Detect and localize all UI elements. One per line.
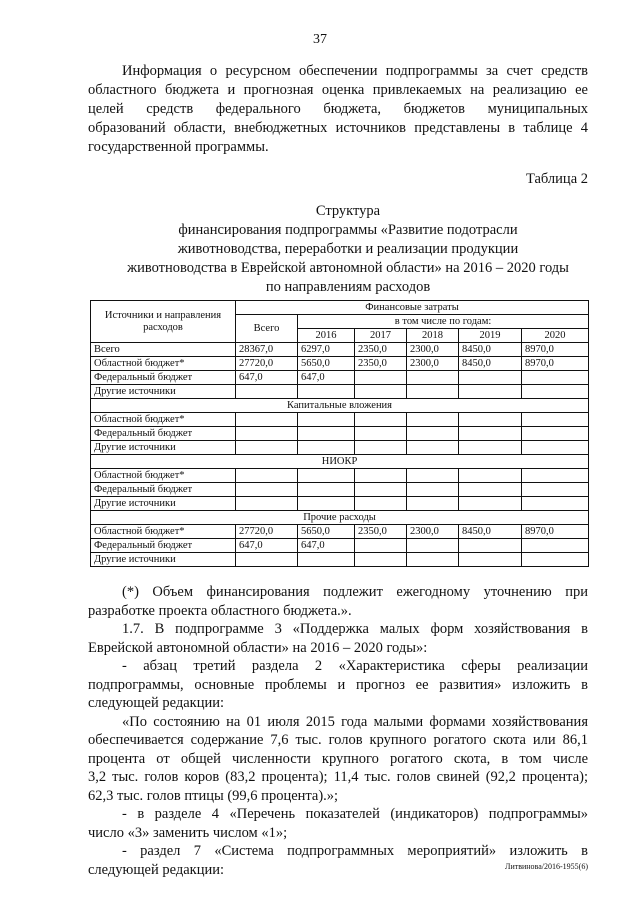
row-year-value bbox=[459, 497, 522, 511]
intro-line: государственной программы. bbox=[88, 139, 269, 155]
row-year-value: 8970,0 bbox=[522, 343, 589, 357]
header-year: 2016 bbox=[298, 329, 355, 343]
table-row bbox=[91, 441, 589, 455]
row-year-value bbox=[298, 483, 355, 497]
row-label: Областной бюджет* bbox=[91, 525, 236, 539]
header-year: 2017 bbox=[355, 329, 407, 343]
row-year-value: 8970,0 bbox=[522, 357, 589, 371]
section-row bbox=[91, 455, 589, 469]
body-line: (*) Объем финансирования подлежит ежегодному уточнению при bbox=[122, 584, 588, 600]
row-year-value bbox=[355, 413, 407, 427]
row-year-value: 5650,0 bbox=[298, 357, 355, 371]
row-year-value bbox=[355, 371, 407, 385]
row-year-value bbox=[355, 385, 407, 399]
row-year-value: 647,0 bbox=[298, 371, 355, 385]
row-total bbox=[236, 497, 298, 511]
row-year-value bbox=[522, 539, 589, 553]
row-year-value bbox=[459, 553, 522, 567]
row-year-value bbox=[407, 413, 459, 427]
intro-line: областного бюджета и прогнозная оценка привлекаемых на реализацию ее bbox=[88, 82, 588, 98]
body-line: 1.7. В подпрограмме 3 «Поддержка малых форм хозяйствования в bbox=[122, 621, 588, 637]
table-row bbox=[91, 427, 589, 441]
section-title: Капитальные вложения bbox=[91, 399, 589, 413]
row-total bbox=[236, 469, 298, 483]
table-row bbox=[91, 371, 589, 385]
table-row bbox=[91, 343, 589, 357]
body-line: - абзац третий раздела 2 «Характеристика сферы реализации bbox=[122, 658, 588, 674]
body-line: следующей редакции: bbox=[88, 861, 225, 878]
title-line: Структура bbox=[315, 203, 381, 219]
row-year-value bbox=[407, 497, 459, 511]
title-line: животноводства, переработки и реализации продукции bbox=[177, 241, 519, 257]
row-year-value bbox=[355, 469, 407, 483]
intro-paragraph bbox=[88, 62, 588, 157]
row-label: Другие источники bbox=[91, 497, 236, 511]
row-year-value bbox=[355, 427, 407, 441]
row-label: Федеральный бюджет bbox=[91, 371, 236, 385]
body-line: 3,2 тыс. голов коров (83,2 процента); 11,4 тыс. голов свиней (92,2 процента); bbox=[88, 769, 588, 785]
row-label: Федеральный бюджет bbox=[91, 539, 236, 553]
row-year-value bbox=[407, 371, 459, 385]
row-year-value bbox=[522, 441, 589, 455]
body-line: обеспечивается содержание 7,6 тыс. голов крупного рогатого скота или 86,1 bbox=[88, 732, 588, 748]
row-year-value bbox=[298, 427, 355, 441]
body-line: процента от общей численности крупного рогатого скота, в том числе bbox=[88, 750, 588, 767]
header-year: 2018 bbox=[407, 329, 459, 343]
row-year-value: 2350,0 bbox=[355, 525, 407, 539]
intro-line: образований области, внебюджетных источников представлены в таблице 4 bbox=[88, 120, 588, 136]
row-year-value: 8450,0 bbox=[459, 525, 522, 539]
header-costs: Финансовые затраты bbox=[236, 301, 589, 315]
row-total bbox=[236, 483, 298, 497]
title-line: по направлениям расходов bbox=[265, 279, 431, 295]
intro-line: целей средств федерального бюджета, бюджетов муниципальных bbox=[88, 101, 588, 117]
row-year-value: 8450,0 bbox=[459, 357, 522, 371]
row-year-value: 2300,0 bbox=[407, 525, 459, 539]
row-year-value: 2300,0 bbox=[407, 343, 459, 357]
row-total bbox=[236, 427, 298, 441]
row-year-value bbox=[355, 553, 407, 567]
row-year-value bbox=[355, 483, 407, 497]
table-row bbox=[91, 357, 589, 371]
row-year-value bbox=[459, 441, 522, 455]
table-row bbox=[91, 497, 589, 511]
row-label: Федеральный бюджет bbox=[91, 427, 236, 441]
table-title bbox=[88, 202, 608, 297]
row-year-value: 6297,0 bbox=[298, 343, 355, 357]
row-year-value bbox=[459, 427, 522, 441]
row-label: Другие источники bbox=[91, 441, 236, 455]
row-total: 28367,0 bbox=[236, 343, 298, 357]
row-label: Областной бюджет* bbox=[91, 413, 236, 427]
row-year-value: 647,0 bbox=[298, 539, 355, 553]
table-row bbox=[91, 525, 589, 539]
body-line: подпрограммы, основные проблемы и прогноз ее развития» изложить в bbox=[88, 676, 588, 693]
table-row bbox=[91, 385, 589, 399]
header-year: 2019 bbox=[459, 329, 522, 343]
row-year-value bbox=[522, 483, 589, 497]
row-year-value bbox=[298, 413, 355, 427]
row-year-value bbox=[298, 553, 355, 567]
section-title: Прочие расходы bbox=[91, 511, 589, 525]
row-total bbox=[236, 553, 298, 567]
row-year-value: 5650,0 bbox=[298, 525, 355, 539]
row-total bbox=[236, 385, 298, 399]
row-year-value bbox=[298, 385, 355, 399]
row-label: Областной бюджет* bbox=[91, 469, 236, 483]
row-year-value bbox=[407, 539, 459, 553]
row-year-value bbox=[522, 371, 589, 385]
row-label: Всего bbox=[91, 343, 236, 357]
row-year-value bbox=[522, 553, 589, 567]
row-year-value bbox=[522, 385, 589, 399]
header-by-year: в том числе по годам: bbox=[298, 315, 589, 329]
title-line: животноводства в Еврейской автономной области» на 2016 – 2020 годы bbox=[127, 260, 569, 276]
body-line: следующей редакции: bbox=[88, 695, 225, 711]
row-year-value bbox=[522, 469, 589, 483]
row-total: 27720,0 bbox=[236, 357, 298, 371]
intro-line: Информация о ресурсном обеспечении подпрограммы за счет средств bbox=[122, 63, 588, 79]
row-year-value bbox=[407, 469, 459, 483]
row-year-value bbox=[407, 553, 459, 567]
row-year-value bbox=[355, 441, 407, 455]
body-text bbox=[88, 583, 588, 879]
row-label: Федеральный бюджет bbox=[91, 483, 236, 497]
row-label: Областной бюджет* bbox=[91, 357, 236, 371]
row-year-value bbox=[298, 469, 355, 483]
row-year-value bbox=[407, 427, 459, 441]
row-year-value bbox=[459, 483, 522, 497]
row-year-value bbox=[459, 385, 522, 399]
row-label: Другие источники bbox=[91, 553, 236, 567]
row-year-value: 2350,0 bbox=[355, 357, 407, 371]
row-year-value bbox=[522, 427, 589, 441]
table-row bbox=[91, 413, 589, 427]
row-year-value: 2350,0 bbox=[355, 343, 407, 357]
table-row bbox=[91, 469, 589, 483]
row-year-value bbox=[522, 413, 589, 427]
row-total: 27720,0 bbox=[236, 525, 298, 539]
body-line: - раздел 7 «Система подпрограммных мероприятий» изложить в bbox=[122, 843, 588, 859]
header-total: Всего bbox=[236, 315, 298, 343]
row-label: Другие источники bbox=[91, 385, 236, 399]
row-year-value bbox=[459, 371, 522, 385]
page-number: 37 bbox=[313, 32, 327, 47]
row-year-value bbox=[522, 497, 589, 511]
row-total bbox=[236, 413, 298, 427]
body-line: разработке проекта областного бюджета.». bbox=[88, 602, 352, 619]
row-year-value bbox=[459, 413, 522, 427]
body-line: 62,3 тыс. голов птицы (99,6 процента).»; bbox=[88, 787, 339, 804]
row-total: 647,0 bbox=[236, 371, 298, 385]
header-year: 2020 bbox=[522, 329, 589, 343]
table-row bbox=[91, 539, 589, 553]
row-year-value bbox=[298, 441, 355, 455]
body-line: «По состоянию на 01 июля 2015 года малыми формами хозяйствования bbox=[122, 713, 588, 730]
row-total: 647,0 bbox=[236, 539, 298, 553]
row-year-value bbox=[407, 483, 459, 497]
footer-code: Литвинова/2016-1955(6) bbox=[505, 862, 588, 871]
section-title: НИОКР bbox=[91, 455, 589, 469]
section-row bbox=[91, 399, 589, 413]
row-year-value bbox=[407, 441, 459, 455]
row-year-value bbox=[407, 385, 459, 399]
row-year-value bbox=[459, 469, 522, 483]
table-row bbox=[91, 553, 589, 567]
header-sources: Источники и направления расходов bbox=[91, 301, 236, 343]
table-row bbox=[91, 483, 589, 497]
row-year-value bbox=[355, 539, 407, 553]
body-line: - в разделе 4 «Перечень показателей (индикаторов) подпрограммы» bbox=[122, 806, 588, 822]
financing-table bbox=[90, 300, 589, 567]
row-year-value bbox=[459, 539, 522, 553]
body-line: число «3» заменить числом «1»; bbox=[88, 824, 288, 841]
section-row bbox=[91, 511, 589, 525]
body-line: Еврейской автономной области» на 2016 – 2020 годы»: bbox=[88, 639, 428, 656]
row-year-value bbox=[298, 497, 355, 511]
title-line: финансирования подпрограммы «Развитие подотрасли bbox=[178, 222, 518, 238]
table-caption: Таблица 2 bbox=[525, 171, 588, 187]
row-year-value: 8970,0 bbox=[522, 525, 589, 539]
row-year-value: 2300,0 bbox=[407, 357, 459, 371]
row-year-value: 8450,0 bbox=[459, 343, 522, 357]
row-total bbox=[236, 441, 298, 455]
row-year-value bbox=[355, 497, 407, 511]
